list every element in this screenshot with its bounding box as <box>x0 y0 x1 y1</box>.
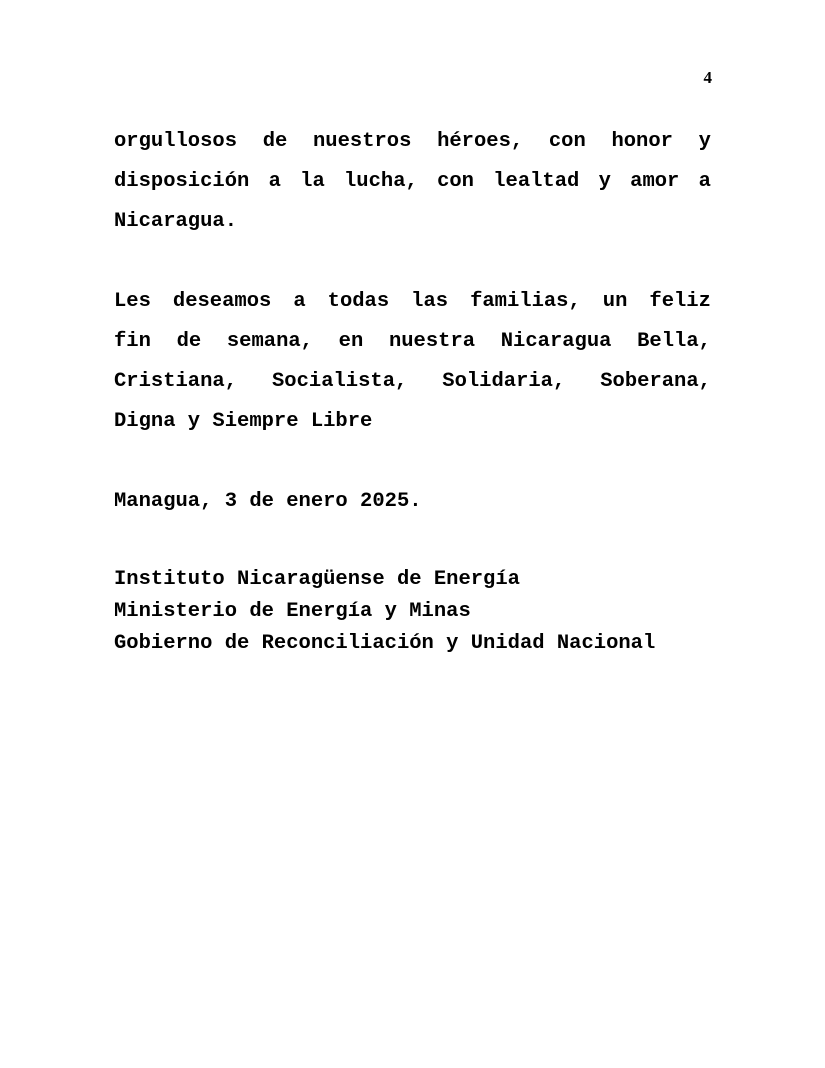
page-number: 4 <box>703 68 712 87</box>
word: familias, <box>470 290 581 313</box>
word: honor <box>611 130 673 153</box>
signature-government: Gobierno de Reconciliación y Unidad Nacional <box>114 632 656 655</box>
word: a <box>698 170 711 193</box>
word: las <box>411 290 449 313</box>
word: orgullosos <box>114 130 238 153</box>
word: de <box>176 330 202 353</box>
text-line: Nicaragua. <box>114 210 238 233</box>
text-line <box>114 362 711 402</box>
word: disposición <box>114 170 250 193</box>
word: lucha, <box>344 170 418 193</box>
text-line <box>114 162 711 202</box>
word: lealtad <box>493 170 580 193</box>
word: un <box>602 290 628 313</box>
text-line <box>114 122 711 162</box>
word: de <box>262 130 288 153</box>
word: semana, <box>226 330 313 353</box>
word: Les <box>114 290 151 313</box>
signature-block <box>114 564 655 660</box>
word: nuestros <box>312 130 412 153</box>
word: en <box>338 330 364 353</box>
word: fin <box>114 330 151 353</box>
word: a <box>268 170 281 193</box>
word: deseamos <box>172 290 272 313</box>
word: a <box>293 290 306 313</box>
closing-paragraph-wishes <box>114 282 711 442</box>
word: Socialista, <box>271 370 408 393</box>
word: todas <box>327 290 390 313</box>
signature-ministry: Ministerio de Energía y Minas <box>114 600 471 623</box>
text-line <box>114 322 711 362</box>
word: nuestra <box>388 330 476 353</box>
word: y <box>698 130 711 153</box>
word: y <box>598 170 611 193</box>
word: Nicaragua <box>500 330 612 353</box>
word: Soberana, <box>600 370 711 393</box>
word: con <box>437 170 474 193</box>
word: la <box>300 170 325 193</box>
text-line: Digna y Siempre Libre <box>114 410 373 433</box>
word: feliz <box>649 290 711 313</box>
word: Solidaria, <box>442 370 566 393</box>
word: Cristiana, <box>114 370 238 393</box>
closing-paragraph-heroes <box>114 122 711 242</box>
word: con <box>548 130 586 153</box>
text-line <box>114 282 711 322</box>
date-line: Managua, 3 de enero 2025. <box>114 490 422 513</box>
word: héroes, <box>437 130 524 153</box>
word: amor <box>630 170 680 193</box>
word: Bella, <box>637 330 711 353</box>
signature-institute: Instituto Nicaragüense de Energía <box>114 568 520 591</box>
